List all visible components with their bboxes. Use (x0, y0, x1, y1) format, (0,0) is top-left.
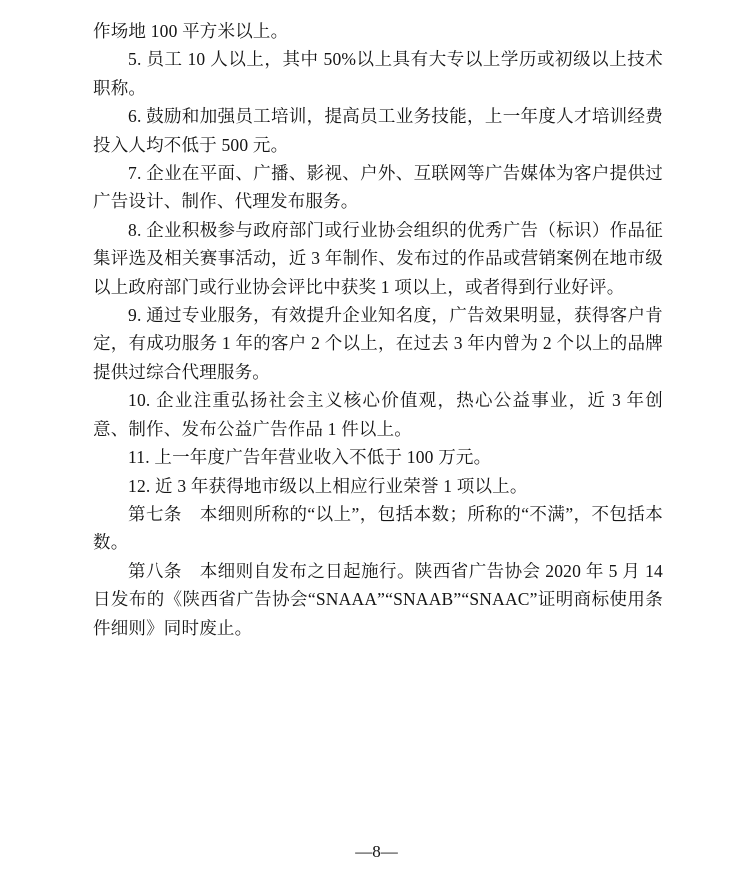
paragraph: 6. 鼓励和加强员工培训，提高员工业务技能，上一年度人才培训经费投入人均不低于 500 元。 (93, 106, 663, 155)
page-footer (0, 842, 753, 862)
paragraph: 第七条 本细则所称的“以上”，包括本数；所称的“不满”，不包括本数。 (93, 503, 663, 553)
paragraph: 10. 企业注重弘扬社会主义核心价值观，热心公益事业，近 3 年创意、制作、发布公益广告作品 1 件以上。 (93, 390, 663, 439)
paragraph: 11. 上一年度广告年营业收入不低于 100 万元。 (128, 447, 492, 468)
paragraph: 12. 近 3 年获得地市级以上相应行业荣誉 1 项以上。 (128, 475, 528, 496)
paragraph: 8. 企业积极参与政府部门或行业协会组织的优秀广告（标识）作品征集评选及相关赛事活动，近 3 年制作、发布过的作品或营销案例在地市级以上政府部门或行业协会评比中获奖 1 项以上，或者得到行业好评。 (93, 219, 663, 297)
document-body (93, 17, 663, 642)
paragraph: 第八条 本细则自发布之日起施行。陕西省广告协会 2020 年 5 月 14 日发布的《陕西省广告协会“SNAAA”“SNAAB”“SNAAC”证明商标使用条件细则》同时废止。 (93, 560, 663, 638)
paragraph: 作场地 100 平方米以上。 (93, 21, 289, 41)
page-number: —8— (355, 842, 398, 861)
paragraph: 9. 通过专业服务，有效提升企业知名度，广告效果明显，获得客户肯定，有成功服务 1 年的客户 2 个以上，在过去 3 年内曾为 2 个以上的品牌提供过综合代理服务。 (93, 305, 663, 382)
paragraph: 5. 员工 10 人以上，其中 50%以上具有大专以上学历或初级以上技术职称。 (93, 49, 663, 98)
paragraph: 7. 企业在平面、广播、影视、户外、互联网等广告媒体为客户提供过广告设计、制作、代理发布服务。 (93, 163, 663, 212)
